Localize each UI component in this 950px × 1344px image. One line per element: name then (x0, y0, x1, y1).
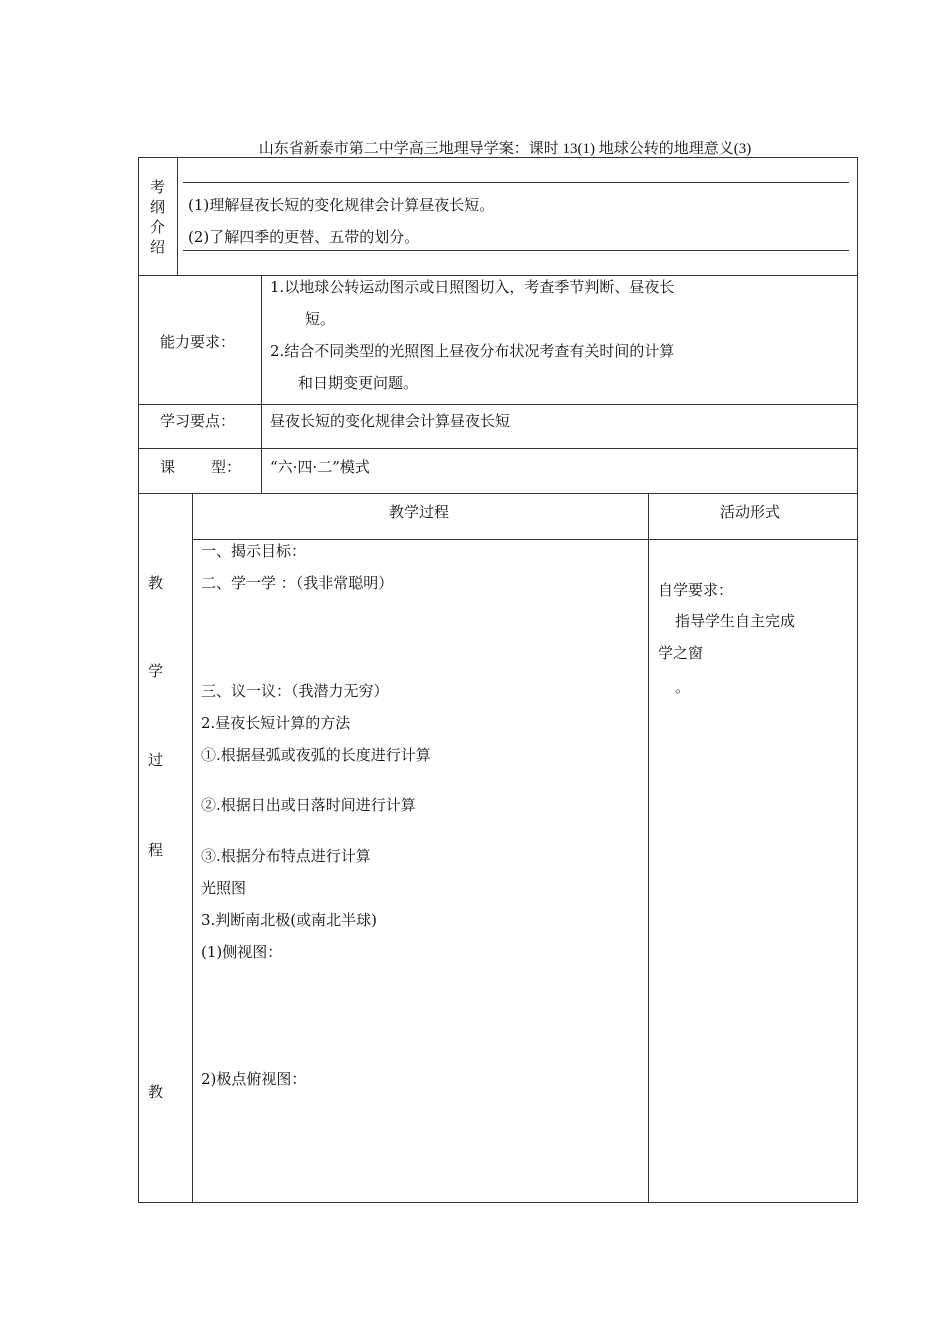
key-points-label: 学习要点： (160, 412, 236, 430)
process-line: 一、揭示目标： (201, 542, 307, 560)
ability-line: 和日期变更问题。 (298, 374, 419, 392)
process-side-divider (192, 493, 193, 1203)
activity-line: 。 (675, 678, 691, 696)
activity-line: 学之窗 (658, 644, 704, 662)
process-activity-divider (648, 493, 649, 1203)
outline-rule-bottom (183, 250, 849, 251)
course-type-row (138, 448, 858, 494)
process-line: (1)侧视图： (201, 943, 283, 961)
process-line: 光照图 (201, 879, 247, 897)
process-header-rule (192, 539, 858, 540)
process-line: ②.根据日出或日落时间进行计算 (201, 796, 416, 814)
activity-line: 指导学生自主完成 (675, 612, 796, 630)
course-type-value: “六·四·二”模式 (270, 458, 370, 476)
process-line: 2)极点俯视图： (201, 1070, 307, 1088)
process-line: ③.根据分布特点进行计算 (201, 847, 371, 865)
ability-line: 短。 (305, 310, 336, 328)
process-line: 二、学一学 ：（我非常聪明） (201, 574, 394, 592)
ability-line: 2.结合不同类型的光照图上昼夜分布状况考查有关时间的计算 (270, 342, 675, 360)
ability-label: 能力要求： (160, 333, 236, 351)
course-type-label-left: 课 (160, 458, 176, 476)
page-title: 山东省新泰市第二中学高三地理导学案：课时 13(1) 地球公转的地理意义(3) (258, 141, 752, 157)
outline-section (138, 157, 858, 276)
activity-column-header: 活动形式 (720, 503, 781, 521)
process-line: 3.判断南北极(或南北半球) (201, 911, 378, 929)
outline-item: (1)理解昼夜长短的变化规律会计算昼夜长短。 (188, 196, 495, 214)
activity-line: 自学要求： (658, 581, 734, 599)
outline-rule-top (183, 182, 849, 183)
key-points-divider (261, 404, 262, 449)
process-line: ①.根据昼弧或夜弧的长度进行计算 (201, 746, 431, 764)
process-side-char: 教 (148, 1083, 164, 1101)
process-line: 2.昼夜长短计算的方法 (201, 714, 351, 732)
course-type-divider (261, 448, 262, 494)
process-side-char: 程 (148, 841, 164, 859)
ability-line: 1.以地球公转运动图示或日照图切入，考查季节判断、昼夜长 (270, 278, 675, 296)
outline-item: (2)了解四季的更替、五带的划分。 (188, 228, 420, 246)
process-column-header: 教学过程 (389, 503, 450, 521)
process-side-char: 学 (148, 662, 164, 680)
outline-divider (177, 157, 178, 276)
process-side-char: 过 (148, 751, 164, 769)
key-points-value: 昼夜长短的变化规律会计算昼夜长短 (270, 412, 511, 430)
outline-label-char: 纲 (150, 198, 166, 216)
process-side-char: 教 (148, 574, 164, 592)
outline-label-char: 考 (150, 178, 166, 196)
process-line: 三、议一议：（我潜力无穷） (201, 682, 389, 700)
outline-label-char: 绍 (150, 238, 166, 256)
ability-divider (261, 275, 262, 405)
course-type-label-right: 型： (211, 458, 242, 476)
outline-label-char: 介 (150, 218, 166, 236)
